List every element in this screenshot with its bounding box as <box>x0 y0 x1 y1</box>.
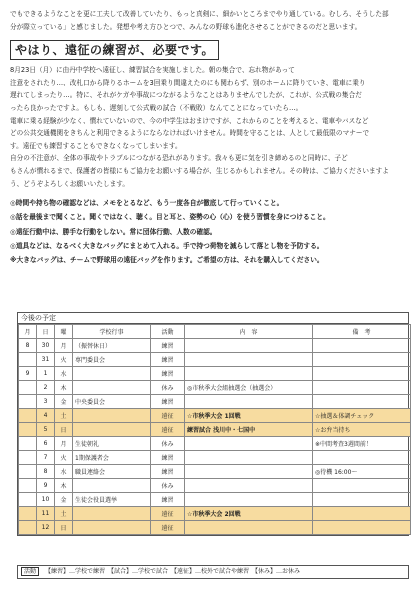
rule-item: ◎時間や持ち物の確認などは、メモをとるなど、もう一度各自が徹底して行っていくこと。 <box>10 199 284 208</box>
cell-m <box>19 423 37 437</box>
cell-d: 10 <box>37 493 55 507</box>
cell-m <box>19 521 37 535</box>
cell-event: （振替休日） <box>73 339 151 353</box>
table-row <box>19 395 411 409</box>
table-row <box>19 367 411 381</box>
cell-content <box>185 479 313 493</box>
cell-d: 11 <box>37 507 55 521</box>
cell-d: 9 <box>37 479 55 493</box>
cell-note: ☆お弁当持ち <box>313 423 411 437</box>
cell-content: 練習試合 浅川中・七国中 <box>185 423 313 437</box>
cell-act: 休み <box>151 437 185 451</box>
column-header: 曜 <box>55 325 73 339</box>
rule-item: ◎道具などは、なるべく大きなバッグにまとめて入れる。手で持つ荷物を減らして落とし物を予防する。 <box>10 241 324 250</box>
text-line: 遅れてしまったり…。特に、それがケガや事故につながるようなことはありませんでしたが、これが、公式戦の集合だ <box>10 91 362 100</box>
body-paragraph <box>10 64 410 190</box>
cell-act: 遠征 <box>151 423 185 437</box>
table-row <box>19 409 411 423</box>
text-line: でもできるようなことを更に工夫して改善していたり、もっと真剣に、細かいところまでやり通している。むしろ、そうした部 <box>10 10 389 18</box>
cell-w: 火 <box>55 353 73 367</box>
cell-content <box>185 521 313 535</box>
cell-content: ☆市秋季大会 2回戦 <box>185 507 313 521</box>
legend-tag: 活動 <box>21 567 39 576</box>
cell-m <box>19 465 37 479</box>
cell-act: 遠征 <box>151 507 185 521</box>
cell-content <box>185 395 313 409</box>
schedule-title: 今後の予定 <box>18 313 408 324</box>
table-row <box>19 381 411 395</box>
table-row <box>19 451 411 465</box>
text-line: どの公共交通機関をきちんと利用できるようにならなければいけません。時間を守ることは、人として最低限のマナーで <box>10 129 370 138</box>
cell-act: 休み <box>151 381 185 395</box>
table-row <box>19 353 411 367</box>
cell-note <box>313 507 411 521</box>
cell-w: 土 <box>55 409 73 423</box>
cell-event: 生徒会役員選挙 <box>73 493 151 507</box>
legend-text: 【練習】…学校で練習 【試合】…学校で試合 【遠征】…校外で試合や練習 【休み】…お休み <box>45 568 301 575</box>
rule-item: ◎話を最後まで聞くこと。聞くではなく、聴く。目と耳と、姿勢の心（心）を使う習慣を身につけること。 <box>10 213 330 222</box>
cell-act: 練習 <box>151 367 185 381</box>
column-header: 備 考 <box>313 325 411 339</box>
cell-act: 練習 <box>151 465 185 479</box>
cell-w: 月 <box>55 339 73 353</box>
cell-event <box>73 381 151 395</box>
cell-m: 9 <box>19 367 37 381</box>
cell-w: 月 <box>55 437 73 451</box>
cell-content <box>185 437 313 451</box>
cell-m <box>19 395 37 409</box>
cell-act: 遠征 <box>151 409 185 423</box>
cell-note <box>313 395 411 409</box>
cell-m <box>19 493 37 507</box>
cell-note <box>313 451 411 465</box>
table-row <box>19 493 411 507</box>
cell-event: 生徒朝礼 <box>73 437 151 451</box>
cell-d: 7 <box>37 451 55 465</box>
cell-m <box>19 479 37 493</box>
cell-act: 練習 <box>151 395 185 409</box>
cell-note: ☆抽選＆体調チェック <box>313 409 411 423</box>
cell-w: 金 <box>55 493 73 507</box>
cell-note <box>313 339 411 353</box>
cell-w: 水 <box>55 465 73 479</box>
cell-m: 8 <box>19 339 37 353</box>
cell-event: 1期保護者会 <box>73 451 151 465</box>
cell-m <box>19 437 37 451</box>
text-line: 電車に乗る経験が少なく、慣れていないので、今の中学生はおまけですが、これからのことを考えると、電車やバスなど <box>10 116 369 125</box>
cell-note <box>313 493 411 507</box>
table-row <box>19 339 411 353</box>
table-row <box>19 507 411 521</box>
text-line: 注意をされたり…、改札口から降りるホームを3回乗り間違えたのにも関わらず、別のホームに降りていき、電車に乗り <box>10 78 366 87</box>
cell-note <box>313 367 411 381</box>
text-line: ったら良かったですよ。もしも、遅刻して公式戦の試合（不戦敗）なんてことになっていたら…。 <box>10 103 303 112</box>
text-line: う、どうぞよろしくお願いいたします。 <box>10 179 130 188</box>
cell-content <box>185 465 313 479</box>
table-row <box>19 465 411 479</box>
text-line: 自分の不注意が、全体の事故やトラブルにつながる恐れがあります。我々も更に気を引き締めるのと同時に、子ど <box>10 154 348 163</box>
schedule-table <box>18 324 411 535</box>
rule-item: ※大きなバッグは、チームで野球用の遠征バッグを作ります。ご希望の方は、それを購入してください。 <box>10 255 324 264</box>
heading-wrap <box>10 39 410 60</box>
cell-w: 日 <box>55 423 73 437</box>
intro-paragraph <box>10 8 410 33</box>
cell-d: 8 <box>37 465 55 479</box>
column-header: 内 容 <box>185 325 313 339</box>
cell-act: 練習 <box>151 493 185 507</box>
cell-note <box>313 381 411 395</box>
cell-note <box>313 521 411 535</box>
cell-event <box>73 507 151 521</box>
cell-act: 休み <box>151 479 185 493</box>
table-row <box>19 521 411 535</box>
cell-event: 専門委員会 <box>73 353 151 367</box>
cell-d: 4 <box>37 409 55 423</box>
cell-w: 木 <box>55 479 73 493</box>
cell-event: 職員連絡会 <box>73 465 151 479</box>
column-header: 活動 <box>151 325 185 339</box>
table-row <box>19 479 411 493</box>
text-line: 8月23日（月）に由丹中学校へ遠征し、練習試合を実施しました。朝の集合で、忘れ物があって <box>10 66 295 75</box>
table-row <box>19 437 411 451</box>
rule-item: ◎遠征行動中は、勝手な行動をしない。常に団体行動、人数の確認。 <box>10 227 217 236</box>
cell-act: 練習 <box>151 353 185 367</box>
cell-note: ◎待機 16:00～ <box>313 465 411 479</box>
legend <box>17 565 409 579</box>
cell-w: 金 <box>55 395 73 409</box>
cell-event: 中央委員会 <box>73 395 151 409</box>
column-header: 学校行事 <box>73 325 151 339</box>
column-header: 日 <box>37 325 55 339</box>
cell-m <box>19 353 37 367</box>
cell-d: 1 <box>37 367 55 381</box>
cell-d: 5 <box>37 423 55 437</box>
cell-d: 31 <box>37 353 55 367</box>
rules-list <box>10 196 410 267</box>
cell-event <box>73 367 151 381</box>
text-line: 分が際立っている」と感じました。発想や考え方ひとつで、みんなの野球も進化させることができるのだと思います。 <box>10 22 362 31</box>
cell-act: 練習 <box>151 451 185 465</box>
cell-note: ※中間考査3週間前！ <box>313 437 411 451</box>
cell-m <box>19 451 37 465</box>
cell-act: 遠征 <box>151 521 185 535</box>
cell-d: 3 <box>37 395 55 409</box>
cell-m <box>19 507 37 521</box>
cell-content <box>185 451 313 465</box>
cell-content <box>185 367 313 381</box>
cell-d: 6 <box>37 437 55 451</box>
cell-content: ☆市秋季大会 1回戦 <box>185 409 313 423</box>
cell-w: 火 <box>55 451 73 465</box>
cell-d: 12 <box>37 521 55 535</box>
schedule-box <box>17 312 409 536</box>
cell-event <box>73 479 151 493</box>
cell-w: 土 <box>55 507 73 521</box>
schedule-header-row <box>19 325 411 339</box>
cell-d: 30 <box>37 339 55 353</box>
cell-event <box>73 423 151 437</box>
cell-w: 木 <box>55 381 73 395</box>
cell-content <box>185 353 313 367</box>
cell-content <box>185 339 313 353</box>
text-line: す。遠征でも練習することもできなくなってしまいます。 <box>10 141 182 150</box>
cell-act: 練習 <box>151 339 185 353</box>
cell-w: 水 <box>55 367 73 381</box>
cell-content <box>185 493 313 507</box>
cell-note <box>313 479 411 493</box>
cell-m <box>19 381 37 395</box>
text-line: もさんが慣れるまで、保護者の皆様にもご協力をお願いする場合が、生じるかもしれません。その時は、ご協力くださいますよ <box>10 166 389 175</box>
cell-note <box>313 353 411 367</box>
table-row <box>19 423 411 437</box>
cell-event <box>73 409 151 423</box>
cell-d: 2 <box>37 381 55 395</box>
section-heading: やはり、遠征の練習が、必要です。 <box>10 40 219 60</box>
cell-m <box>19 409 37 423</box>
cell-content: ◎市秋季大会組抽選会（抽選会） <box>185 381 313 395</box>
cell-w: 日 <box>55 521 73 535</box>
cell-event <box>73 521 151 535</box>
column-header: 月 <box>19 325 37 339</box>
